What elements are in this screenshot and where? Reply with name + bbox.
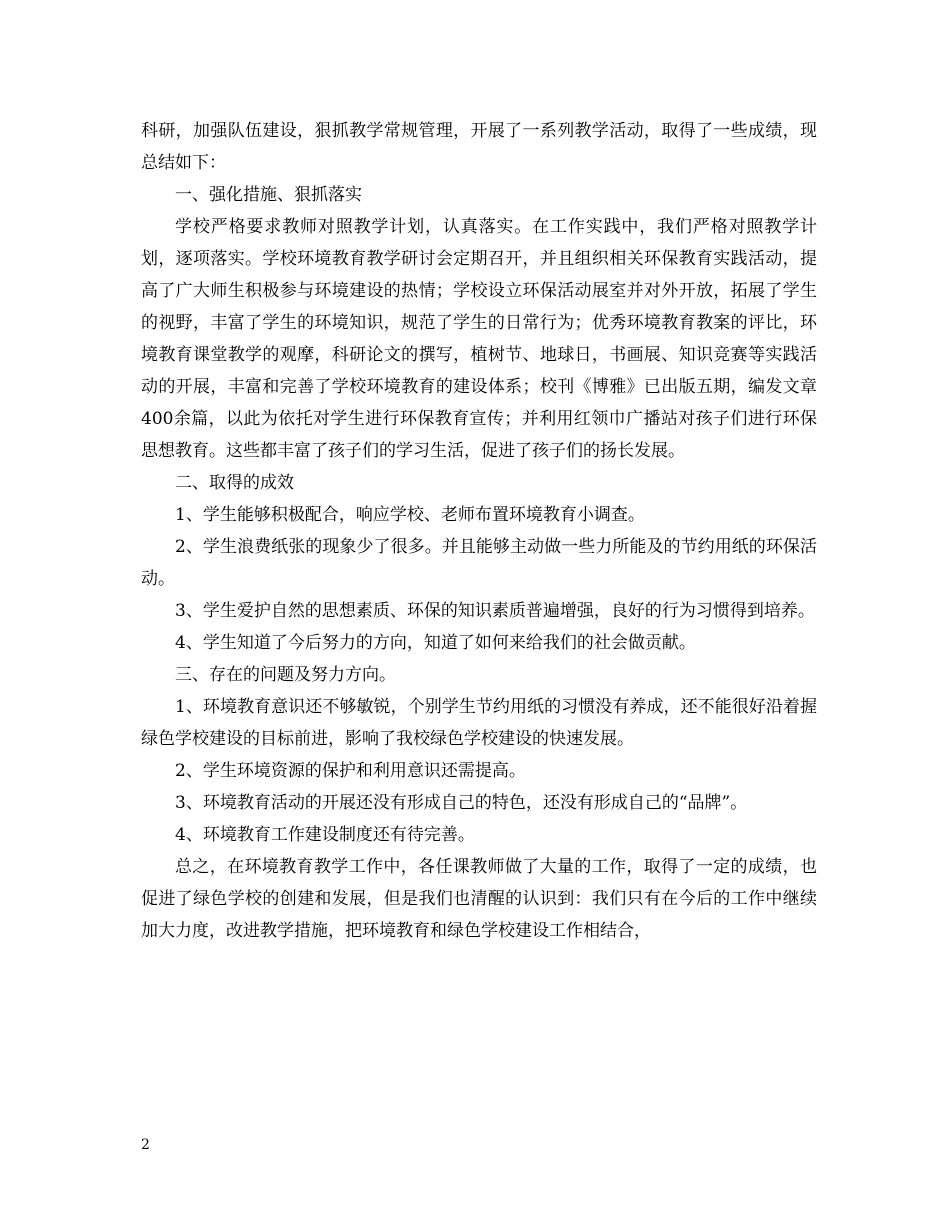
section-heading-2: 二、取得的成效 bbox=[175, 473, 294, 493]
list-item-problem-4: 4、环境教育工作建设制度还有待完善。 bbox=[175, 825, 475, 845]
paragraph-intro: 科研，加强队伍建设，狠抓教学常规管理，开展了一系列教学活动，取得了一些成绩，现总结如下： bbox=[141, 121, 817, 173]
list-item-problem-3: 3、环境教育活动的开展还没有形成自己的特色，还没有形成自己的“品牌”。 bbox=[175, 793, 748, 813]
list-item-result-1: 1、学生能够积极配合，响应学校、老师布置环境教育小调查。 bbox=[175, 505, 645, 525]
document-body bbox=[141, 115, 817, 947]
list-item-result-4: 4、学生知道了今后努力的方向，知道了如何来给我们的社会做贡献。 bbox=[175, 633, 696, 653]
list-item-problem-1: 1、环境教育意识还不够敏锐，个别学生节约用纸的习惯没有养成，还不能很好沿着握绿色学校建设的目标前进，影响了我校绿色学校建设的快速发展。 bbox=[141, 697, 817, 749]
paragraph-conclusion: 总之，在环境教育教学工作中，各任课教师做了大量的工作，取得了一定的成绩，也促进了绿色学校的创建和发展，但是我们也清醒的认识到：我们只有在今后的工作中继续加大力度，改进教学措施，把环境教育和绿色学校建设工作相结合， bbox=[141, 857, 817, 941]
section-heading-3: 三、存在的问题及努力方向。 bbox=[175, 665, 396, 685]
list-item-result-3: 3、学生爱护自然的思想素质、环保的知识素质普遍增强，良好的行为习惯得到培养。 bbox=[175, 601, 815, 621]
section-heading-1: 一、强化措施、狠抓落实 bbox=[175, 185, 362, 205]
list-item-problem-2: 2、学生环境资源的保护和利用意识还需提高。 bbox=[175, 761, 526, 781]
list-item-result-2: 2、学生浪费纸张的现象少了很多。并且能够主动做一些力所能及的节约用纸的环保活动。 bbox=[141, 537, 817, 589]
page-number: 2 bbox=[141, 1137, 150, 1153]
paragraph-measures: 学校严格要求教师对照教学计划，认真落实。在工作实践中，我们严格对照教学计划，逐项落实。学校环境教育教学研讨会定期召开，并且组织相关环保教育实践活动，提高了广大师生积极参与环境建设的热情；学校设立环保活动展室并对外开放，拓展了学生的视野，丰富了学生的环境知识，规范了学生的日常行为；优秀环境教育教案的评比，环境教育课堂教学的观摩，科研论文的撰写，植树节、地球日，书画展、知识竞赛等实践活动的开展，丰富和完善了学校环境教育的建设体系；校刊《博雅》已出版五期，编发文章400余篇，以此为依托对学生进行环保教育宣传；并利用红领巾广播站对孩子们进行环保思想教育。这些都丰富了孩子们的学习生活，促进了孩子们的扬长发展。 bbox=[141, 217, 817, 461]
